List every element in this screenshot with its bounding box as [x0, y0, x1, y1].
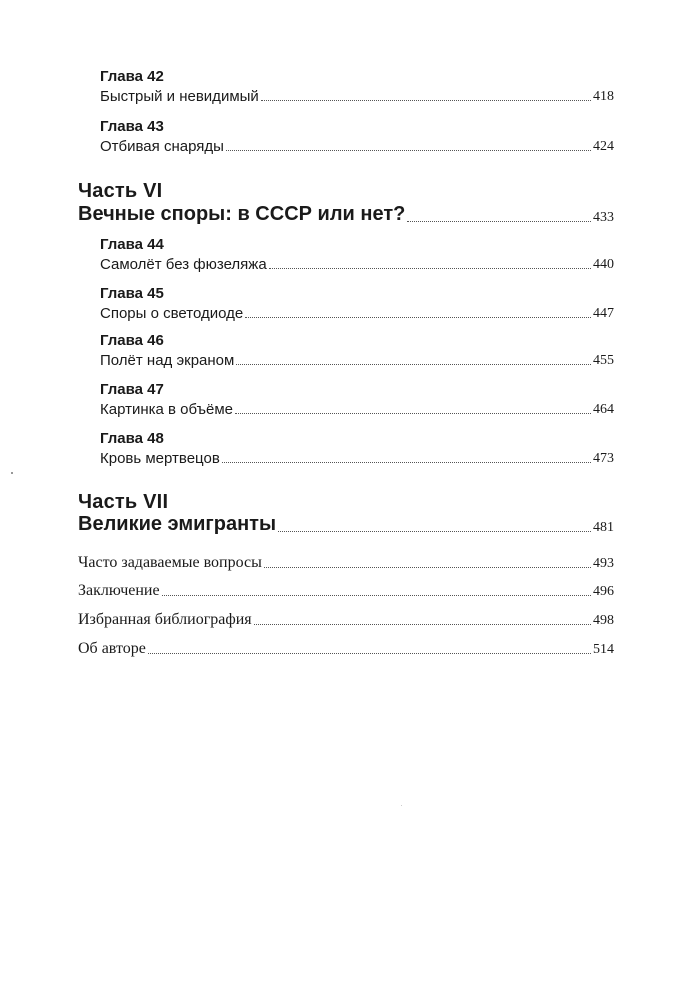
dot-leader	[148, 652, 591, 654]
about-author-title: Об авторе	[78, 640, 146, 657]
conclusion-page: 496	[593, 584, 614, 599]
dot-leader	[254, 623, 591, 625]
chapter-45-title: Споры о светодиоде	[100, 305, 244, 322]
dot-leader	[162, 594, 591, 596]
dot-leader	[407, 220, 591, 222]
toc-entry-chapter-43[interactable]	[100, 138, 614, 155]
part-6-page: 433	[593, 210, 614, 225]
chapter-46-page: 455	[593, 353, 614, 368]
chapter-44-page: 440	[593, 257, 614, 272]
dot-leader	[235, 412, 591, 414]
chapter-44-title: Самолёт без фюзеляжа	[100, 256, 267, 273]
part-6-title: Вечные споры: в СССР или нет?	[78, 203, 406, 225]
dot-leader	[236, 363, 591, 365]
toc-entry-chapter-46[interactable]	[100, 352, 614, 369]
chapter-44-label: Глава 44	[100, 236, 164, 253]
chapter-42-page: 418	[593, 89, 614, 104]
dot-leader	[245, 316, 591, 318]
conclusion-title: Заключение	[78, 582, 160, 599]
chapter-42-title: Быстрый и невидимый	[100, 88, 259, 105]
toc-entry-bibliography[interactable]	[78, 611, 614, 629]
part-6-label: Часть VI	[78, 180, 163, 202]
part-7-label: Часть VII	[78, 491, 169, 513]
chapter-48-page: 473	[593, 451, 614, 466]
toc-entry-faq[interactable]	[78, 554, 614, 572]
chapter-47-page: 464	[593, 402, 614, 417]
part-7-page: 481	[593, 520, 614, 535]
chapter-45-label: Глава 45	[100, 285, 164, 302]
chapter-48-title: Кровь мертвецов	[100, 450, 220, 467]
chapter-46-label: Глава 46	[100, 332, 164, 349]
toc-entry-chapter-42[interactable]	[100, 88, 614, 105]
toc-entry-chapter-47[interactable]	[100, 401, 614, 418]
dot-leader	[264, 566, 591, 568]
dot-leader	[278, 530, 591, 532]
chapter-47-label: Глава 47	[100, 381, 164, 398]
dot-leader	[269, 267, 591, 269]
about-author-page: 514	[593, 642, 614, 657]
dot-leader	[261, 99, 591, 101]
chapter-48-label: Глава 48	[100, 430, 164, 447]
dot-leader	[222, 461, 591, 463]
bibliography-page: 498	[593, 613, 614, 628]
chapter-43-title: Отбивая снаряды	[100, 138, 224, 155]
bibliography-title: Избранная библиография	[78, 611, 252, 628]
faq-title: Часто задаваемые вопросы	[78, 554, 262, 571]
scan-speck	[11, 472, 13, 474]
chapter-46-title: Полёт над экраном	[100, 352, 235, 369]
toc-entry-chapter-45[interactable]	[100, 305, 614, 322]
toc-entry-conclusion[interactable]	[78, 582, 614, 600]
scan-speck	[401, 805, 402, 806]
part-7-title: Великие эмигранты	[78, 513, 277, 535]
toc-entry-part-6[interactable]	[78, 203, 614, 226]
dot-leader	[226, 149, 591, 151]
chapter-42-label: Глава 42	[100, 68, 164, 85]
chapter-47-title: Картинка в объёме	[100, 401, 233, 418]
chapter-45-page: 447	[593, 306, 614, 321]
toc-entry-chapter-48[interactable]	[100, 450, 614, 467]
faq-page: 493	[593, 556, 614, 571]
chapter-43-label: Глава 43	[100, 118, 164, 135]
toc-entry-part-7[interactable]	[78, 513, 614, 536]
chapter-43-page: 424	[593, 139, 614, 154]
toc-entry-chapter-44[interactable]	[100, 256, 614, 273]
toc-entry-about-author[interactable]	[78, 640, 614, 658]
